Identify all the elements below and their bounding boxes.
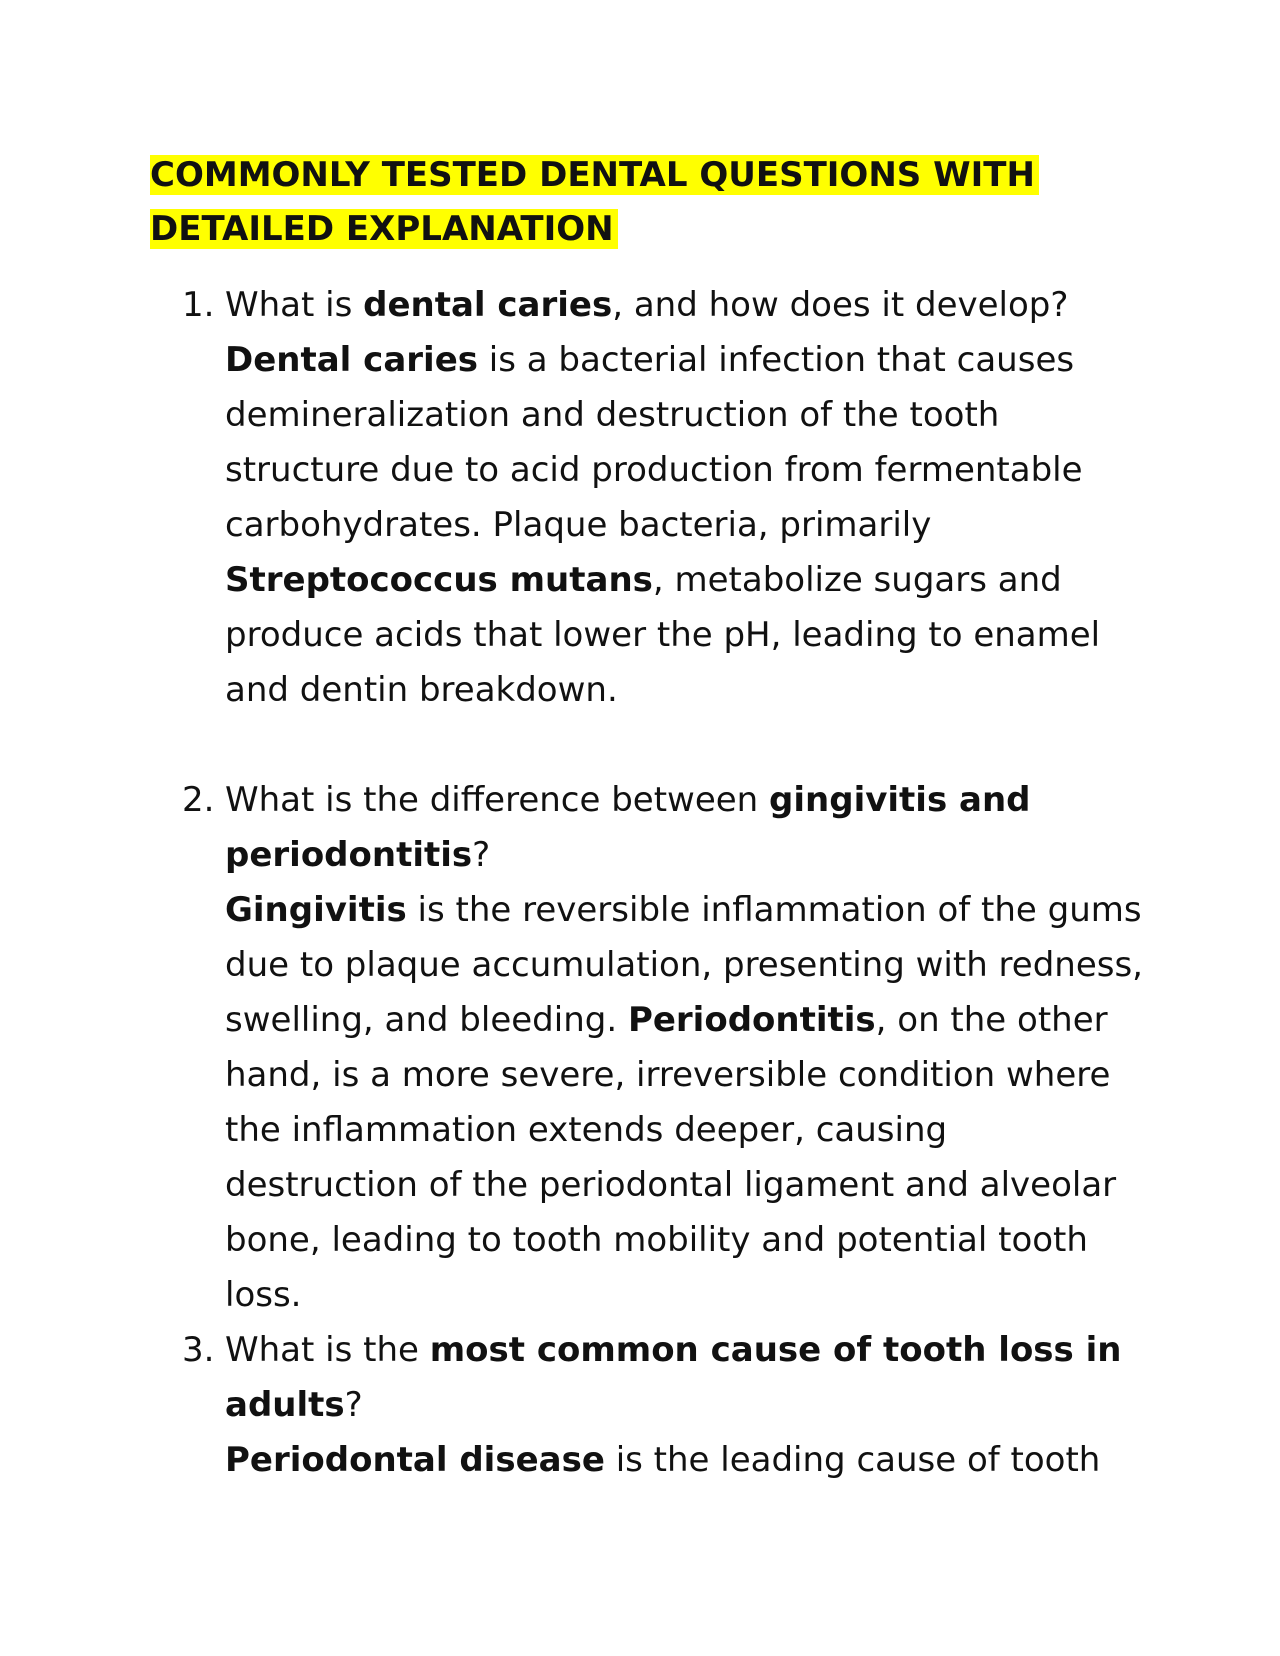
answer-keyword: Streptococcus mutans [225,560,653,600]
question-keyword: gingivitis and periodontitis [225,780,1031,875]
question-item-2 [150,773,1150,1323]
question-item-1 [150,278,1150,718]
answer-text: Dental caries is a bacterial infection that causes demineralization and destruction of the tooth structure due to acid production from fermentable carbohydrates. Plaque bacteria, primarily Streptococcus mutans, metabolize sugars and produce acids that lower the pH, leading to enamel and dentin breakdown. [225,340,1101,710]
answer-keyword: Dental caries [225,340,478,380]
title-line-1: COMMONLY TESTED DENTAL QUESTIONS WITH [150,155,1039,195]
question-text: What is the difference between gingivitis and periodontitis? [225,780,1031,875]
question-text: What is the most common cause of tooth loss in adults? [225,1330,1122,1425]
question-item-3 [150,1323,1150,1488]
answer-text: Periodontal disease is the leading cause of tooth [225,1440,1101,1480]
document-title [150,148,1050,256]
question-list [150,278,1150,1488]
answer-keyword: Periodontitis [627,1000,876,1040]
answer-text: Gingivitis is the reversible inflammation of the gums due to plaque accumulation, presenting with redness, swelling, and bleeding. Periodontitis, on the other hand, is a more severe, irreversible condition where the inflammation extends deeper, causing destruction of the periodontal ligament and alveolar bone, leading to tooth mobility and potential tooth loss. [225,890,1143,1315]
title-line-2: DETAILED EXPLANATION [150,209,618,249]
question-keyword: most common cause of tooth loss in adults [225,1330,1122,1425]
question-keyword: dental caries [363,285,613,325]
question-number: 2. [182,780,215,820]
question-text: What is dental caries, and how does it develop? [225,285,1069,325]
answer-keyword: Periodontal disease [225,1440,605,1480]
question-number: 3. [182,1330,215,1370]
answer-keyword: Gingivitis [225,890,407,930]
question-number: 1. [182,285,215,325]
